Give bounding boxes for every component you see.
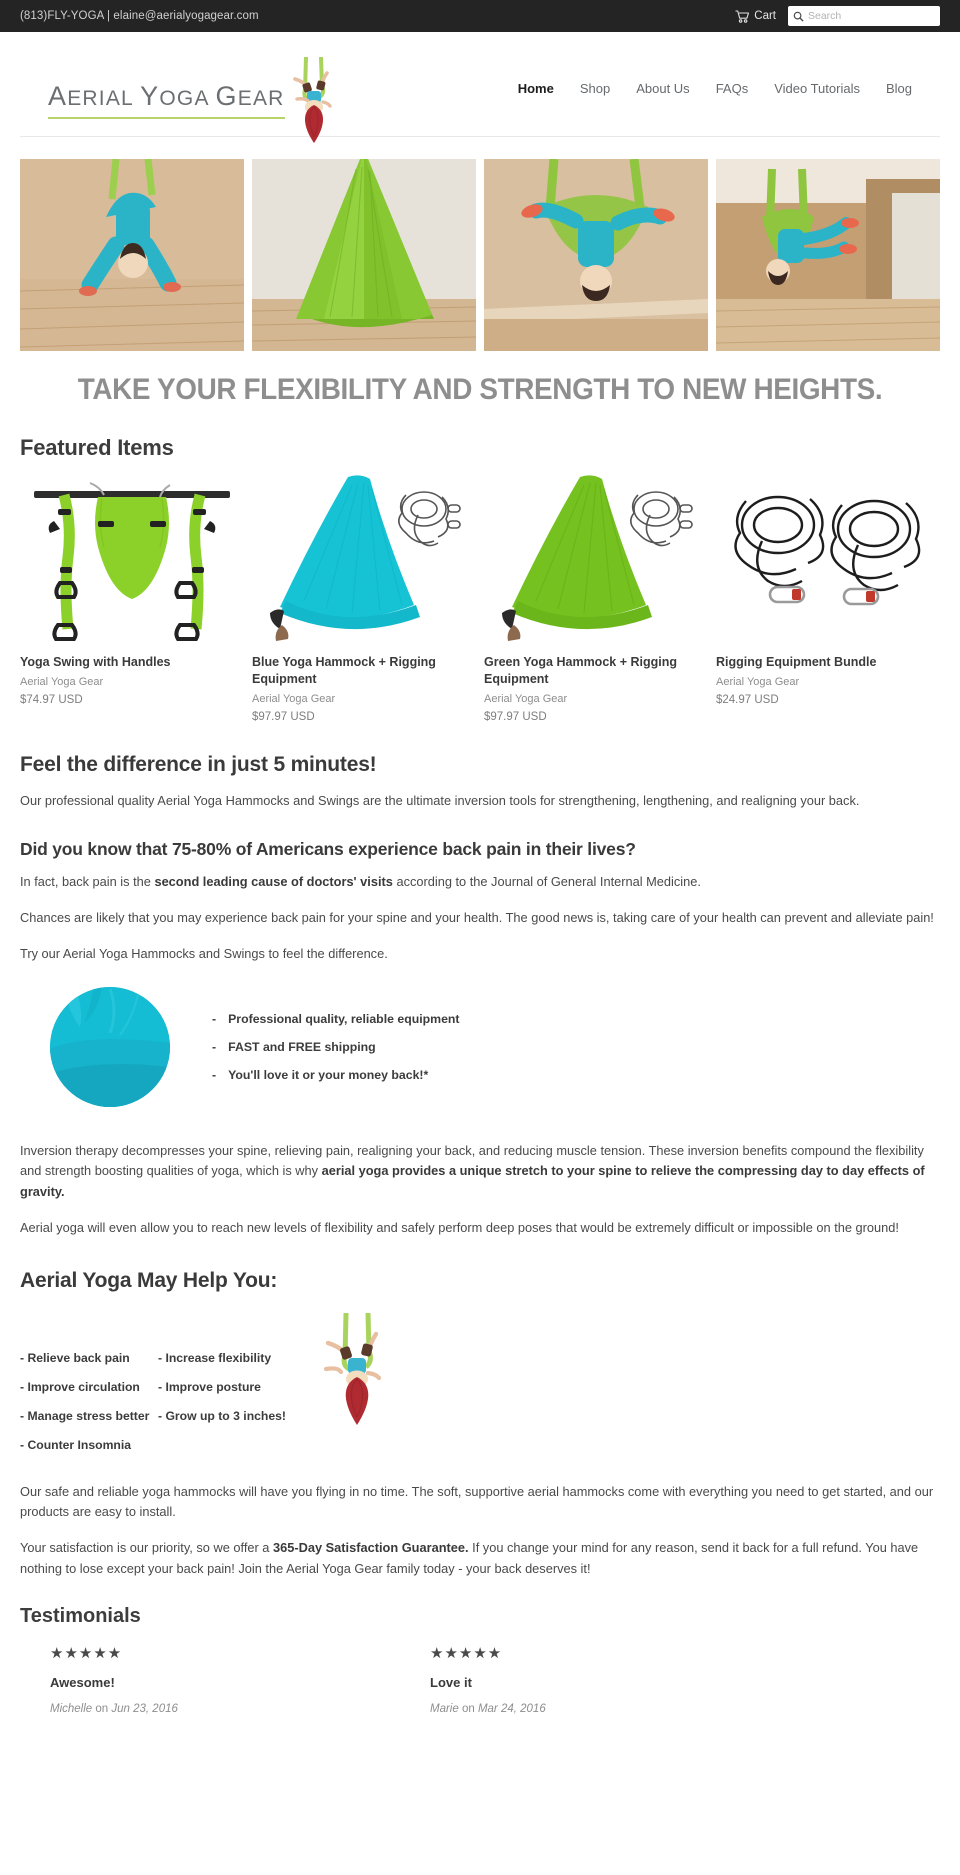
dash-bullet: - <box>212 1067 217 1082</box>
copy-text-pre: Inversion therapy decompresses your spine, relieving pain, realigning your back, and reducing muscle tension. These inversion benefits compound the flexibility and strength boosting qualities of yoga, which is why <box>20 1142 924 1179</box>
copy-heading-feel-the-difference: Feel the difference in just 5 minutes! <box>20 752 377 776</box>
benefit-item: - Relieve back pain <box>20 1350 130 1365</box>
featured-items-title: Featured Items <box>20 435 174 460</box>
copy-paragraph-intro: Our professional quality Aerial Yoga Hammocks and Swings are the ultimate inversion tools for strengthening, lengthening, and realigning your back. <box>20 792 860 808</box>
testimonial-card <box>430 1646 810 1715</box>
testimonial-title: Love it <box>430 1675 472 1691</box>
benefit-item: - Improve posture <box>158 1379 261 1394</box>
promise-item <box>212 1068 460 1082</box>
testimonial-meta <box>50 1703 430 1715</box>
product-vendor: Aerial Yoga Gear <box>252 692 336 705</box>
copy-text-post: If you change your mind for any reason, send it back for a full refund. You have nothing to lose except your back pain! Join the Aerial Yoga Gear family today - your back deserves it! <box>20 1539 919 1576</box>
copy-paragraph-chances: Chances are likely that you may experience back pain for your spine and your health. The good news is, taking care of your health can prevent and alleviate pain! <box>20 910 934 926</box>
promise-text: Professional quality, reliable equipment <box>228 1011 460 1026</box>
testimonial-card <box>50 1646 430 1715</box>
product-price: $74.97 USD <box>20 693 83 706</box>
site-header <box>20 32 940 137</box>
product-title[interactable]: Green Yoga Hammock + Rigging Equipment <box>484 655 677 686</box>
benefits-block <box>20 1313 940 1452</box>
search-box[interactable] <box>788 6 940 26</box>
benefit-item: - Grow up to 3 inches! <box>158 1408 286 1423</box>
promise-item <box>212 1012 460 1026</box>
product-card[interactable] <box>484 475 708 723</box>
copy-text-pre: In fact, back pain is the <box>20 874 155 890</box>
hero-photo-2[interactable] <box>252 159 476 351</box>
nav-item-shop[interactable]: Shop <box>579 80 611 96</box>
cyan-fabric-circle-image <box>50 987 170 1107</box>
dash-bullet: - <box>212 1039 217 1054</box>
hero-photo-3[interactable] <box>484 159 708 351</box>
nav-item-video-tutorials[interactable]: Video Tutorials <box>774 80 860 96</box>
star-rating-icon: ★★★★★ <box>430 1645 503 1663</box>
logo-text-erial: ERIAL <box>67 87 141 110</box>
hero-photo-strip <box>0 137 960 351</box>
product-vendor: Aerial Yoga Gear <box>484 692 568 705</box>
product-vendor: Aerial Yoga Gear <box>20 675 104 688</box>
testimonial-title: Awesome! <box>50 1675 115 1691</box>
testimonial-author: Michelle <box>50 1703 93 1716</box>
aerial-yogi-logo-icon <box>281 57 341 143</box>
dash-bullet: - <box>212 1011 217 1026</box>
marketing-copy-section <box>0 753 960 1716</box>
copy-paragraph-inversion-therapy <box>20 1141 940 1203</box>
cart-label: Cart <box>754 10 776 22</box>
product-card[interactable] <box>716 475 940 723</box>
benefit-item: - Increase flexibility <box>158 1350 272 1365</box>
nav-item-faqs[interactable]: FAQs <box>715 80 749 96</box>
benefits-columns <box>20 1313 298 1452</box>
star-rating-icon: ★★★★★ <box>50 1645 123 1663</box>
testimonial-date: Jun 23, 2016 <box>111 1703 178 1716</box>
shopping-cart-icon <box>735 10 749 23</box>
nav-item-home[interactable]: Home <box>517 80 554 96</box>
promise-block <box>20 987 940 1107</box>
hero-photo-4[interactable] <box>716 159 940 351</box>
main-navigation <box>518 73 912 96</box>
logo-letter-g: G <box>215 81 238 111</box>
hero-photo-1[interactable] <box>20 159 244 351</box>
search-input[interactable] <box>808 10 935 22</box>
product-price: $24.97 USD <box>716 693 779 706</box>
testimonial-on-label: on <box>92 1703 112 1716</box>
copy-paragraph-try-ours: Try our Aerial Yoga Hammocks and Swings to feel the difference. <box>20 945 388 961</box>
copy-paragraph-safe-reliable: Our safe and reliable yoga hammocks will have you flying in no time. The soft, supportive aerial hammocks come with everything you need to get started, and our products are easy to install. <box>20 1483 934 1520</box>
logo-wordmark <box>48 81 285 119</box>
benefit-item: - Improve circulation <box>20 1379 140 1394</box>
logo-letter-a: A <box>48 81 68 111</box>
product-price: $97.97 USD <box>252 710 315 723</box>
promise-text: FAST and FREE shipping <box>228 1039 376 1054</box>
product-image-rigging-bundle[interactable] <box>716 475 940 645</box>
promise-text: You'll love it or your money back!* <box>228 1067 429 1082</box>
promise-item <box>212 1040 460 1054</box>
product-card[interactable] <box>252 475 476 723</box>
product-title[interactable]: Rigging Equipment Bundle <box>716 655 877 669</box>
testimonial-date: Mar 24, 2016 <box>477 1703 546 1716</box>
benefit-item: - Counter Insomnia <box>20 1437 132 1452</box>
logo-text-ear: EAR <box>237 87 285 110</box>
utility-top-bar <box>0 0 960 32</box>
copy-paragraph-flexibility: Aerial yoga will even allow you to reach new levels of flexibility and safely perform deep poses that would be extremely difficult or impossible on the ground! <box>20 1219 899 1235</box>
logo-text-oga: OGA <box>159 87 216 110</box>
benefit-item: - Manage stress better <box>20 1408 150 1423</box>
nav-item-about-us[interactable]: About Us <box>636 80 690 96</box>
copy-text-bold: aerial yoga provides a unique stretch to your spine to relieve the compressing day to day effects of gravity. <box>20 1163 925 1200</box>
promise-list <box>212 1012 460 1082</box>
copy-text-bold: 365-Day Satisfaction Guarantee. <box>272 1539 469 1555</box>
copy-text-pre: Your satisfaction is our priority, so we offer a <box>20 1539 273 1555</box>
contact-info: (813)FLY-YOGA | elaine@aerialyogagear.com <box>20 10 259 22</box>
product-card[interactable] <box>20 475 244 723</box>
product-vendor: Aerial Yoga Gear <box>716 675 800 688</box>
product-price: $97.97 USD <box>484 710 547 723</box>
copy-text-post: according to the Journal of General Internal Medicine. <box>392 874 701 890</box>
product-title[interactable]: Yoga Swing with Handles <box>20 655 171 669</box>
logo-letter-y: Y <box>140 81 160 111</box>
testimonials-title: Testimonials <box>20 1605 141 1628</box>
product-image-yoga-swing[interactable] <box>20 475 244 645</box>
copy-text-bold: second leading cause of doctors' visits <box>154 874 393 890</box>
product-image-green-hammock[interactable] <box>484 475 708 645</box>
testimonial-on-label: on <box>458 1703 478 1716</box>
copy-paragraph-guarantee <box>20 1538 940 1579</box>
nav-item-blog[interactable]: Blog <box>885 80 912 96</box>
cart-button[interactable] <box>735 10 776 23</box>
site-logo[interactable] <box>48 39 341 129</box>
product-title[interactable]: Blue Yoga Hammock + Rigging Equipment <box>252 655 436 686</box>
topbar-actions <box>735 6 940 26</box>
testimonial-meta <box>430 1703 810 1715</box>
featured-items-section <box>0 435 960 723</box>
aerial-yogi-illustration-icon <box>316 1313 394 1425</box>
hero-tagline: TAKE YOUR FLEXIBILITY AND STRENGTH TO NEW HEIGHTS. <box>77 373 883 406</box>
copy-paragraph-statistic <box>20 872 940 893</box>
product-image-blue-hammock[interactable] <box>252 475 476 645</box>
benefits-column-right <box>158 1351 298 1452</box>
product-grid <box>20 475 940 723</box>
testimonials-list <box>20 1646 940 1715</box>
search-icon <box>793 11 804 22</box>
testimonial-author: Marie <box>430 1703 459 1716</box>
benefits-column-left <box>20 1351 152 1452</box>
benefits-heading: Aerial Yoga May Help You: <box>20 1268 278 1292</box>
copy-heading-did-you-know: Did you know that 75-80% of Americans experience back pain in their lives? <box>20 839 636 860</box>
